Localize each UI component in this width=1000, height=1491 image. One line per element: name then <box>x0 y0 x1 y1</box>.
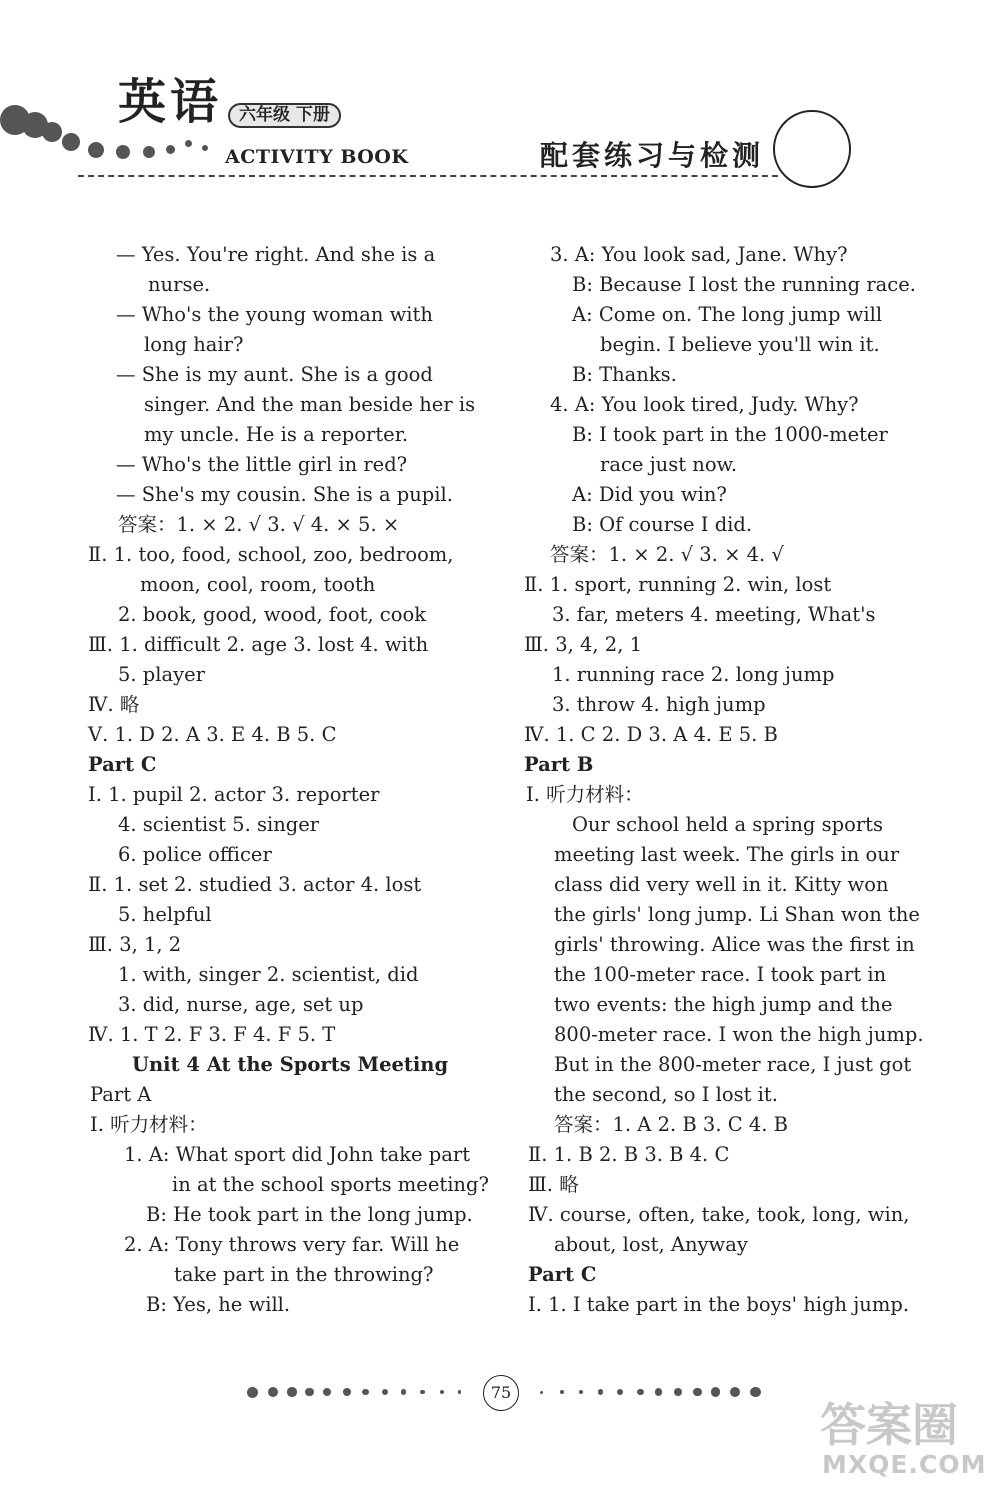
footer-dot-icon <box>458 1390 461 1393</box>
text-line: — Yes. You're right. And she is a <box>116 243 436 266</box>
left-column <box>88 240 498 1320</box>
footer-dot-icon <box>579 1390 583 1394</box>
decor-circle-icon <box>773 110 851 188</box>
text-line: 800-meter race. I won the high jump. <box>554 1023 924 1046</box>
text-line: 5. helpful <box>118 903 212 926</box>
text-line: Unit 4 At the Sports Meeting <box>132 1053 449 1076</box>
text-line: 3. did, nurse, age, set up <box>118 993 364 1016</box>
text-line: — Who's the little girl in red? <box>116 453 408 476</box>
footer-dot-icon <box>598 1389 603 1394</box>
footer-dot-icon <box>674 1388 682 1396</box>
text-line: Part C <box>528 1263 597 1286</box>
text-line: nurse. <box>148 273 211 296</box>
text-line: Ⅲ. 3, 4, 2, 1 <box>524 633 643 656</box>
text-line: Ⅱ. 1. set 2. studied 3. actor 4. lost <box>88 873 422 896</box>
decor-dot-icon <box>62 133 80 151</box>
text-line: Ⅴ. 1. D 2. A 3. E 4. B 5. C <box>88 723 337 746</box>
right-column <box>524 240 924 1320</box>
text-line: Ⅳ. 1. C 2. D 3. A 4. E 5. B <box>524 723 778 746</box>
text-line: Ⅱ. 1. B 2. B 3. B 4. C <box>528 1143 730 1166</box>
text-line: 4. A: You look tired, Judy. Why? <box>550 393 859 416</box>
decor-dot-icon <box>42 122 62 142</box>
footer-dot-icon <box>693 1388 702 1397</box>
text-line: 1. A: What sport did John take part <box>124 1143 471 1166</box>
watermark-site: MXQE.COM <box>822 1450 987 1479</box>
text-line: 4. scientist 5. singer <box>118 813 320 836</box>
text-line: Part A <box>90 1083 152 1106</box>
footer-dot-icon <box>617 1389 623 1395</box>
text-line: — She's my cousin. She is a pupil. <box>116 483 453 506</box>
footer-dot-icon <box>750 1387 761 1398</box>
text-line: 1. with, singer 2. scientist, did <box>118 963 419 986</box>
text-line: Ⅰ. 听力材料： <box>526 783 644 806</box>
text-line: long hair? <box>144 333 244 356</box>
footer-dot-icon <box>560 1390 564 1394</box>
text-line: take part in the throwing? <box>174 1263 434 1286</box>
footer-dot-icon <box>440 1390 444 1394</box>
text-line: meeting last week. The girls in our <box>554 843 900 866</box>
text-line: 2. book, good, wood, foot, cook <box>118 603 427 626</box>
text-line: B: Because I lost the running race. <box>572 273 916 296</box>
decor-dot-icon <box>143 146 155 158</box>
text-line: the 100-meter race. I took part in <box>554 963 887 986</box>
footer-dot-icon <box>323 1388 331 1396</box>
footer-dot-icon <box>305 1388 314 1397</box>
decor-dot-icon <box>202 145 208 151</box>
text-line: in at the school sports meeting? <box>172 1173 489 1196</box>
footer-dot-icon <box>287 1387 297 1397</box>
text-line: 6. police officer <box>118 843 272 866</box>
text-line: Part B <box>524 753 594 776</box>
text-line: Ⅳ. 略 <box>88 693 140 716</box>
grade-badge: 六年级 下册 <box>228 103 341 128</box>
book-title: 英语 <box>118 74 223 130</box>
text-line: 答案：1. A 2. B 3. C 4. B <box>554 1113 788 1136</box>
text-line: Part C <box>88 753 157 776</box>
page-header <box>0 0 1000 200</box>
text-line: — She is my aunt. She is a good <box>116 363 433 386</box>
text-line: Ⅰ. 听力材料： <box>90 1113 208 1136</box>
text-line: Ⅲ. 略 <box>528 1173 579 1196</box>
decor-dot-icon <box>166 145 175 154</box>
text-line: Ⅲ. 1. difficult 2. age 3. lost 4. with <box>88 633 429 656</box>
text-line: 答案：1. × 2. √ 3. √ 4. × 5. × <box>118 513 400 536</box>
footer-dot-icon <box>401 1389 406 1394</box>
text-line: — Who's the young woman with <box>116 303 433 326</box>
text-line: Ⅳ. course, often, take, took, long, win, <box>528 1203 910 1226</box>
text-line: Ⅱ. 1. too, food, school, zoo, bedroom, <box>88 543 454 566</box>
text-line: B: Thanks. <box>572 363 677 386</box>
footer-dot-icon <box>268 1387 278 1397</box>
text-line: Ⅰ. 1. I take part in the boys' high jump. <box>528 1293 910 1316</box>
text-line: B: Of course I did. <box>572 513 753 536</box>
footer-dot-icon <box>730 1387 740 1397</box>
watermark-logo: 答案圈 <box>820 1398 958 1452</box>
footer-dot-icon <box>637 1389 644 1396</box>
text-line: 1. running race 2. long jump <box>552 663 835 686</box>
text-line: begin. I believe you'll win it. <box>600 333 880 356</box>
footer-dot-icon <box>540 1391 543 1394</box>
text-line: Our school held a spring sports <box>572 813 883 836</box>
text-line: the girls' long jump. Li Shan won the <box>554 903 920 926</box>
footer-dot-icon <box>247 1387 258 1398</box>
text-line: 5. player <box>118 663 206 686</box>
text-line: 3. A: You look sad, Jane. Why? <box>550 243 848 266</box>
text-line: 3. throw 4. high jump <box>552 693 766 716</box>
text-line: singer. And the man beside her is <box>144 393 476 416</box>
text-line: about, lost, Anyway <box>554 1233 748 1256</box>
decor-dot-icon <box>185 140 192 147</box>
text-line: Ⅳ. 1. T 2. F 3. F 4. F 5. T <box>88 1023 336 1046</box>
footer-dot-icon <box>362 1389 369 1396</box>
page-number: 75 <box>483 1375 519 1411</box>
text-line: Ⅲ. 3, 1, 2 <box>88 933 182 956</box>
text-line: A: Come on. The long jump will <box>572 303 883 326</box>
text-line: moon, cool, room, tooth <box>140 573 376 596</box>
text-line: class did very well in it. Kitty won <box>554 873 889 896</box>
text-line: A: Did you win? <box>572 483 727 506</box>
decor-dot-icon <box>116 145 130 159</box>
text-line: 3. far, meters 4. meeting, What's <box>552 603 876 626</box>
footer-dot-icon <box>382 1389 388 1395</box>
footer-dot-icon <box>343 1388 351 1396</box>
text-line: two events: the high jump and the <box>554 993 893 1016</box>
footer-dot-icon <box>655 1388 662 1395</box>
header-divider <box>78 175 778 177</box>
text-line: B: I took part in the 1000-meter <box>572 423 888 446</box>
activity-book-label: ACTIVITY BOOK <box>225 146 409 168</box>
text-line: Ⅱ. 1. sport, running 2. win, lost <box>524 573 832 596</box>
text-line: my uncle. He is a reporter. <box>144 423 409 446</box>
text-line: 2. A: Tony throws very far. Will he <box>124 1233 460 1256</box>
text-line: race just now. <box>600 453 738 476</box>
text-line: the second, so I lost it. <box>554 1083 778 1106</box>
text-line: Ⅰ. 1. pupil 2. actor 3. reporter <box>88 783 380 806</box>
text-line: girls' throwing. Alice was the first in <box>554 933 915 956</box>
footer-dot-icon <box>711 1387 720 1396</box>
decor-dot-icon <box>88 142 104 158</box>
text-line: But in the 800-meter race, I just got <box>554 1053 912 1076</box>
footer-dot-icon <box>420 1390 425 1395</box>
text-line: B: Yes, he will. <box>146 1293 291 1316</box>
text-line: 答案：1. × 2. √ 3. × 4. √ <box>550 543 784 566</box>
series-title: 配套练习与检测 <box>540 139 765 172</box>
text-line: B: He took part in the long jump. <box>146 1203 473 1226</box>
